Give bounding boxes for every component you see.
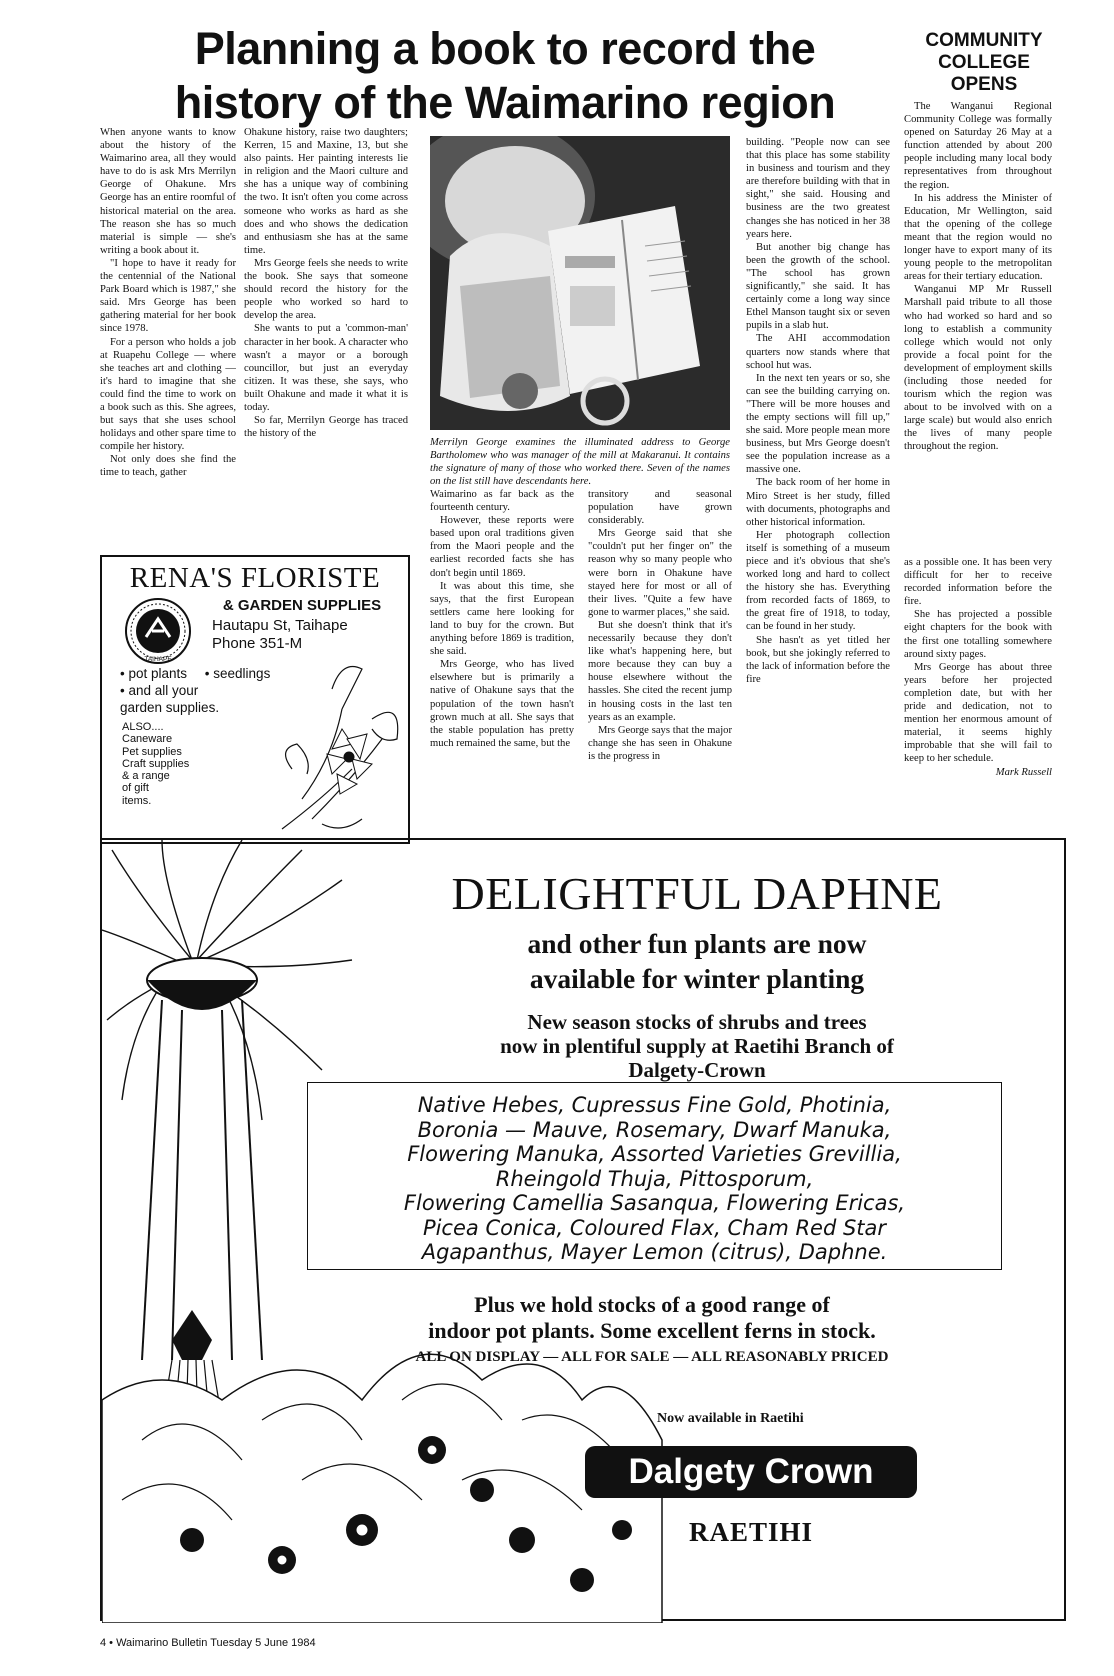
rena-title: RENA'S FLORISTE <box>129 562 381 594</box>
article-paragraph: as a possible one. It has been very difficult for her to receive recorded information before the fire. <box>904 557 1052 608</box>
plant-list-line: Rheingold Thuja, Pittosporum, <box>495 1166 814 1191</box>
plant-list-line: Agapanthus, Mayer Lemon (citrus), Daphne. <box>421 1240 888 1264</box>
floriste-logo-icon <box>124 597 192 665</box>
article-paragraph: Not only does she find the time to teach, gather <box>100 454 236 479</box>
article-paragraph: Mrs George feels she needs to write the book. She says that someone should record the history for the people who worked so hard to develop the area. <box>244 257 408 322</box>
rena-phone: Phone 351-M <box>212 635 303 652</box>
rena-item: • and all your <box>120 683 199 698</box>
logo-text: TAIHAPE <box>144 656 172 663</box>
sidebar-title-line: COLLEGE <box>938 52 1030 73</box>
ad-display-line: ALL ON DISPLAY — ALL FOR SALE — ALL REASONABLY PRICED <box>415 1349 889 1365</box>
plant-list-line: Boronia — Mauve, Rosemary, Dwarf Manuka, <box>417 1117 892 1142</box>
ad-subheadline <box>402 926 992 996</box>
rena-also-item: items. <box>122 794 152 807</box>
article-paragraph: But another big change has been the growth of the school. "The school has grown significantly," she said. It has certainly come a long way since Ethel Manson taught six or seven pupils in a slab hut. <box>746 241 890 332</box>
article-paragraph: But she doesn't think that it's necessarily because they don't like what's happening here, but more because they can buy a house elsewhere without the hassles. She cited the recent jump in housing costs in the last ten years as an example. <box>588 619 732 723</box>
plant-list-line: Picea Conica, Coloured Flax, Cham Red Star <box>422 1215 887 1240</box>
article-paragraph: Mrs George says that the major change she has seen in Ohakune is the progress in <box>588 724 732 762</box>
rena-item: • pot plants <box>120 666 188 681</box>
article-column-2 <box>244 126 408 516</box>
page-footer: 4 • Waimarino Bulletin Tuesday 5 June 1984 <box>100 1637 316 1649</box>
photo-illustration <box>430 136 730 430</box>
sidebar-paragraph: Wanganui MP Mr Russell Marshall paid tribute to all those who had worked so hard and so long to establish a community college which would not only provide a focal point for the development of employment skills (including those needed for tourism which the region was about to be involved with on a large scale) but would also enrich the lives of many people throughout the region. <box>904 284 1052 453</box>
article-paragraph: Mrs George said that she "couldn't put her finger on" the reason why so many people who were born in Ohakune have stayed here for most or all of their lives. "Quite a few have gone to warmer places," she said. <box>588 528 732 618</box>
plant-list-line: Native Hebes, Cupressus Fine Gold, Photinia, <box>417 1093 892 1117</box>
article-column-6 <box>904 556 1052 836</box>
photo-caption: Merrilyn George examines the illuminated address to George Bartholomew who was manager of the mill at Makaranui. It contains the signature of many of those who worked there. Seven of the names on the list still have descendants here. <box>430 437 730 487</box>
article-paragraph: For a person who holds a job at Ruapehu College — where she teaches art and clothing — it's hard to imagine that she could find the time to work on a book such as this. She agrees, but says that she uses school holidays and other spare time to compile her history. <box>100 336 236 453</box>
rena-also-item: of gift <box>122 782 149 795</box>
ad-stock-notice <box>402 1010 992 1082</box>
article-paragraph: building. "People now can see that this place has some stability in business and tourism and they are therefore building with that in sight," she said. Housing and business are the two greatest changes she has noticed in her 38 years here. <box>746 137 890 240</box>
article-paragraph: She wants to put a 'common-man' character in her book. A character who wasn't a mayor or a borough councillor, but just an everyday citizen. It was these, she says, who built Ohakune and made it what it is today. <box>244 323 408 413</box>
plant-list-line: Flowering Manuka, Assorted Varieties Grevillia, <box>407 1142 902 1166</box>
daphne-ad <box>100 838 1066 1621</box>
article-column-5 <box>746 136 890 834</box>
article-paragraph: Mrs George, who has lived elsewhere but is primarily a native of Ohakune says that the population of the town hasn't grown much at all. She says that the stable population has pretty much remained the same, but the <box>430 659 574 749</box>
plant-list-box <box>307 1082 1002 1270</box>
article-column-1 <box>100 126 236 516</box>
plant-list-line: Flowering Camellia Sasanqua, Flowering Ericas, <box>403 1191 906 1215</box>
article-photo <box>430 136 730 430</box>
ad-headline: DELIGHTFUL DAPHNE <box>451 868 943 919</box>
article-paragraph: When anyone wants to know about the history of the Waimarino area, all they would have to do is ask Mrs Merrilyn George of Ohakune. Mrs George has an entire roomful of historical material on the area. The reason she has so much material is simple — she's writing a book about it. <box>100 127 236 256</box>
ad-subheadline-line: available for winter planting <box>529 963 865 994</box>
ad-town: RAETIHI <box>688 1517 814 1547</box>
article-paragraph: Waimarino as far back as the fourteenth century. <box>430 489 574 514</box>
sidebar-title-line: COMMUNITY <box>925 30 1043 51</box>
rena-also-list <box>122 721 189 807</box>
rena-item: • seedlings <box>204 666 271 681</box>
article-paragraph: Ohakune history, raise two daughters; Kerren, 15 and Maxine, 13, but she also paints. Her painting interests lie in religion and the Maori culture and she has a unique way of combining the two. It isn't often you come across someone who works as hard as she does and who shows the dedication and enthusiasm she has at the same time. <box>244 127 408 256</box>
rena-also-item: ALSO.... <box>122 721 164 733</box>
sidebar-paragraph: The Wanganui Regional Community College was formally opened on Saturday 26 May at a function attended by about 200 people including many local body representatives from throughout the region. <box>904 101 1052 191</box>
rena-subtitle: & GARDEN SUPPLIES <box>222 597 382 614</box>
article-paragraph: It was about this time, she says, that the first European settlers came here looking for land to buy for the crown. But anything before 1869 is tradition, she said. <box>430 580 574 658</box>
article-paragraph: However, these reports were based upon oral traditions given from the Maori people and the earliest recorded facts she has don't begin until 1869. <box>430 515 574 579</box>
article-paragraph: In the next ten years or so, she can see the building carrying on. "There will be more houses and the empty sections will fill up," she said. More people mean more business, but Mrs George doesn't see the population increase as a massive one. <box>746 372 890 476</box>
article-paragraph: Her photograph collection itself is something of a museum piece and it's obvious that she's worked long and hard to collect the history she has. Everything from recorded facts of 1869, to the great fire of 1918, to today, can be found in her study. <box>746 529 890 633</box>
ad-stock-line: New season stocks of shrubs and trees <box>527 1010 867 1034</box>
article-paragraph: She has projected a possible eight chapters for the book with the first one totalling somewhere around sixty pages. <box>904 609 1052 660</box>
article-paragraph: So far, Merrilyn George has traced the history of the <box>244 415 408 440</box>
sidebar-title-line: OPENS <box>950 74 1018 95</box>
rena-also-item: Craft supplies <box>122 757 190 770</box>
article-paragraph: The AHI accommodation quarters now stands where that school hut was. <box>746 333 890 371</box>
headline: Planning a book to record the history of the Waimarino region <box>174 23 836 128</box>
plant-list <box>308 1093 1001 1265</box>
article-paragraph: Mrs George has about three years before her projected completion date, but with her pride and dedication, not to mention her enormous amount of material, it seems highly improbable that she will fail to keep to her schedule. <box>904 661 1052 765</box>
article-paragraph: She hasn't as yet titled her book, but she jokingly referred to the lack of information before the fire <box>746 634 890 685</box>
rena-floriste-ad <box>100 555 410 844</box>
sidebar-title <box>898 30 1070 96</box>
ad-pot-plants-line: indoor pot plants. Some excellent ferns in stock. <box>428 1318 876 1343</box>
rena-list <box>120 665 270 716</box>
ad-pot-plants <box>322 1292 982 1344</box>
ad-stock-line: now in plentiful supply at Raetihi Branch of <box>500 1034 894 1058</box>
sidebar-paragraph: In his address the Minister of Education, Mr Wellington, said that the opening of the college meant that the region would no longer have to export many of its young people to the metropolitan areas for their tertiary education. <box>904 192 1052 283</box>
rena-also-item: Pet supplies <box>122 745 182 758</box>
rena-address-block <box>212 617 348 653</box>
article-paragraph: transitory and seasonal population have grown considerably. <box>588 489 732 527</box>
flower-bouquet-icon <box>272 649 408 839</box>
ad-stock-line: Dalgety-Crown <box>628 1058 766 1082</box>
rena-item: garden supplies. <box>120 700 220 715</box>
article-paragraph: The back room of her home in Miro Street is her study, filled with documents, photographs and other historical information. <box>746 477 890 528</box>
ad-availability: Now available in Raetihi <box>657 1411 804 1426</box>
byline: Mark Russell <box>995 766 1052 778</box>
article-paragraph: "I hope to have it ready for the centennial of the National Park Board which is 1987," she said. Mrs George has been gathering material for her book since 1978. <box>100 257 236 335</box>
dalgety-crown-logo: Dalgety Crown <box>585 1446 917 1498</box>
ad-pot-plants-line: Plus we hold stocks of a good range of <box>474 1292 830 1317</box>
ad-subheadline-line: and other fun plants are now <box>527 928 867 959</box>
rena-also-item: & a range <box>122 770 170 783</box>
article-column-4 <box>588 488 732 834</box>
rena-address: Hautapu St, Taihape <box>212 617 348 634</box>
rena-also-item: Caneware <box>122 733 173 746</box>
article-column-3 <box>430 488 574 834</box>
sidebar-body <box>904 100 1052 536</box>
